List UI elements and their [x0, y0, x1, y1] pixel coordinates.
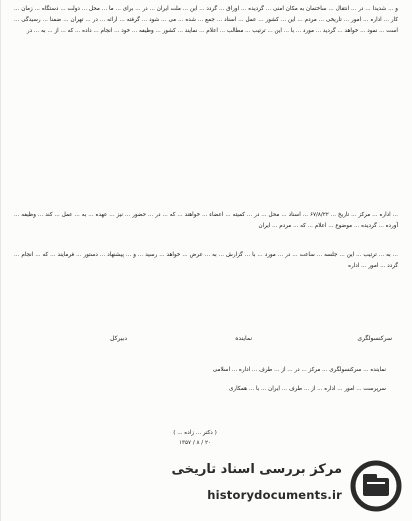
watermark-logo	[171, 458, 406, 514]
body-paragraph-3: ... به ... ترتیب ... این ... جلسه ... ساعت ... در ... مورد ... با ... گزارش ... به ... عرض ... خواهد ... رسید ... و ... پیشنهاد ... دستور ... فرمایند ... که ... انجام ... گردد ... امور ... اداره	[14, 252, 398, 269]
footer-signature-block	[140, 428, 250, 448]
signature-label-3: دبیرکل	[110, 335, 127, 342]
signature-line-2: سرپرست ... امور ... اداره ... از ... طرف ... ایران ... با ... همکاری	[229, 386, 386, 392]
signature-label-1: سرکنسولگری	[357, 335, 392, 342]
body-paragraph-2: ... اداره ... مرکز ... تاریخ ... ۶۷/۸/۲۲ ... اسناد ... محل ... در ... کمیته ... اعضاء ... خواهند ... که ... در ... حضور ... نیز ... عهده ... به ... عمل ... کند ... وظیفه ... آورده ... گردیده ... موضوع ... اعلام ... که ... مردم ... ایران	[14, 212, 398, 229]
signature-label-2: نماینده	[235, 335, 252, 342]
signature-labels-row	[20, 335, 392, 349]
watermark-title: مرکز بررسی اسناد تاریخی	[171, 462, 342, 477]
footer-signer: ( دکتر ... زاده ... )	[173, 430, 217, 436]
signature-line-1: نماینده ... سرکنسولگری ... مرکز ... در ... از ... طرف ... اداره ... اسلامی	[212, 367, 386, 373]
footer-date: ۲۰ / ۸ / ۱۳۵۷	[179, 440, 211, 446]
archive-emblem-icon	[350, 460, 402, 512]
watermark-url: historydocuments.ir	[207, 488, 342, 502]
body-paragraph-1: و ... شدیدا ... در ... انتقال ... ساختمان به مکان امنی ... گردیده ... اوراق ... گردد ... این ... ملت ایران ... در ... برای ... ما ... محل ... دولت ... دستگاه ... زمان ... کار ... اداره ... امور ... تاریخی ... مردم ... این ... کشور ... عمل ... اسناد ... جمع ... شده ... می ... شود ... گرفته ... ارائه ... در ... تهران ... ضمنا ... رسیدگی ... است ... نمود ... خواهد ... گردید ... مورد ... با ... این ... ترتیب ... مطالب ... اعلام ... نمایند ... کشور ... وظیفه ... خود ... انجام ... داده ... که ... از ... به ... در	[14, 6, 398, 34]
